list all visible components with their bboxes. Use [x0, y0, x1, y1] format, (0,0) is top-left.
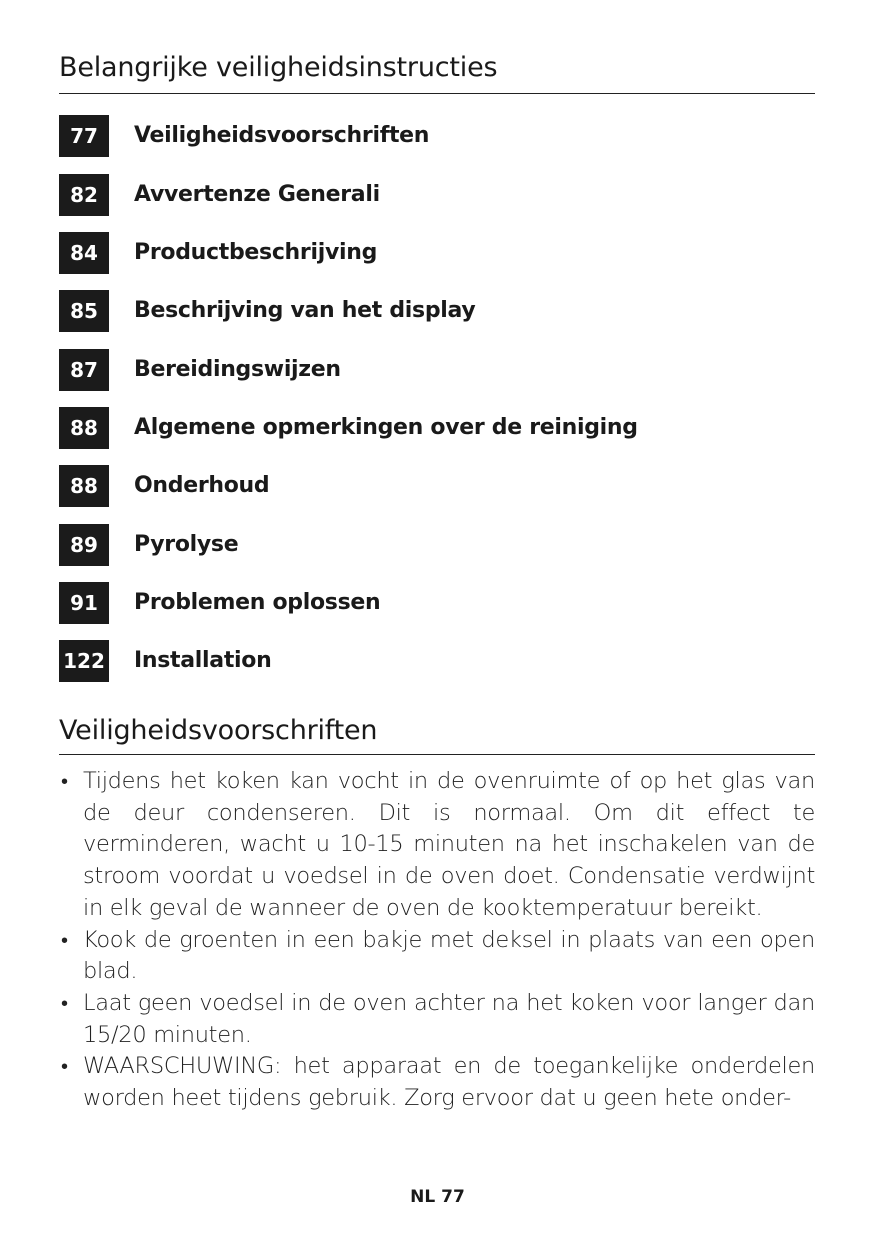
toc-label: Avvertenze Generali	[134, 182, 380, 207]
list-item	[59, 988, 815, 1051]
toc-page-number: 89	[59, 524, 109, 566]
toc-page-number: 91	[59, 582, 109, 624]
toc-page-number: 84	[59, 232, 109, 274]
toc-label: Productbeschrijving	[134, 240, 378, 265]
toc-row[interactable]	[59, 174, 815, 216]
list-item	[59, 1051, 815, 1114]
toc-label: Bereidingswijzen	[134, 357, 341, 382]
toc-page-number: 77	[59, 115, 109, 157]
bullet-icon: •	[61, 990, 68, 1015]
toc-page-number: 87	[59, 349, 109, 391]
toc-row[interactable]	[59, 640, 815, 682]
toc-page-number: 85	[59, 290, 109, 332]
toc-row[interactable]	[59, 290, 815, 332]
toc-row[interactable]	[59, 524, 815, 566]
page-number-footer: NL 77	[410, 1187, 465, 1207]
toc-label: Beschrijving van het display	[134, 298, 476, 323]
toc-row[interactable]	[59, 465, 815, 507]
toc-row[interactable]	[59, 582, 815, 624]
page-title: Belangrijke veiligheidsinstructies	[59, 52, 815, 94]
toc-row[interactable]	[59, 115, 815, 157]
toc-page-number: 88	[59, 465, 109, 507]
toc-row[interactable]	[59, 349, 815, 391]
toc-label: Pyrolyse	[134, 532, 239, 557]
bullet-icon: •	[61, 1054, 68, 1079]
bullet-text: Laat geen voedsel in de oven achter na het koken voor langer dan 15/20 minuten.	[83, 989, 815, 1048]
bullet-text: Kook de groenten in een bakje met deksel in plaats van een open blad.	[83, 926, 815, 985]
toc-label: Algemene opmerkingen over de reiniging	[134, 415, 638, 440]
bullet-icon: •	[61, 769, 68, 793]
toc-page-number: 122	[59, 640, 109, 682]
toc-label: Problemen oplossen	[134, 590, 381, 615]
bullet-text: Tijdens het koken kan vocht in de ovenruimte of op het glas van de deur condenseren. Dit is normaal. Om dit effect te verminderen, wacht u 10-15 minuten na het inschakelen van de stroom voordat u voedsel in de oven doet. Condensatie verdwijnt in elk geval de wanneer de oven de kooktemperatuur bereikt.	[83, 768, 815, 921]
safety-bullet-list	[59, 766, 815, 1115]
toc-label: Installation	[134, 648, 272, 673]
bullet-icon: •	[61, 927, 68, 952]
toc-row[interactable]	[59, 407, 815, 449]
toc-label: Veiligheidsvoorschriften	[134, 123, 430, 148]
bullet-text: WAARSCHUWING: het apparaat en de toegankelijke onderdelen worden heet tijdens gebruik. Zorg ervoor dat u geen hete onder-	[83, 1053, 815, 1112]
toc-page-number: 88	[59, 407, 109, 449]
toc-page-number: 82	[59, 174, 109, 216]
list-item	[59, 925, 815, 988]
toc-row[interactable]	[59, 232, 815, 274]
toc-label: Onderhoud	[134, 473, 270, 498]
list-item	[59, 766, 815, 925]
section-title: Veiligheidsvoorschriften	[59, 715, 815, 755]
